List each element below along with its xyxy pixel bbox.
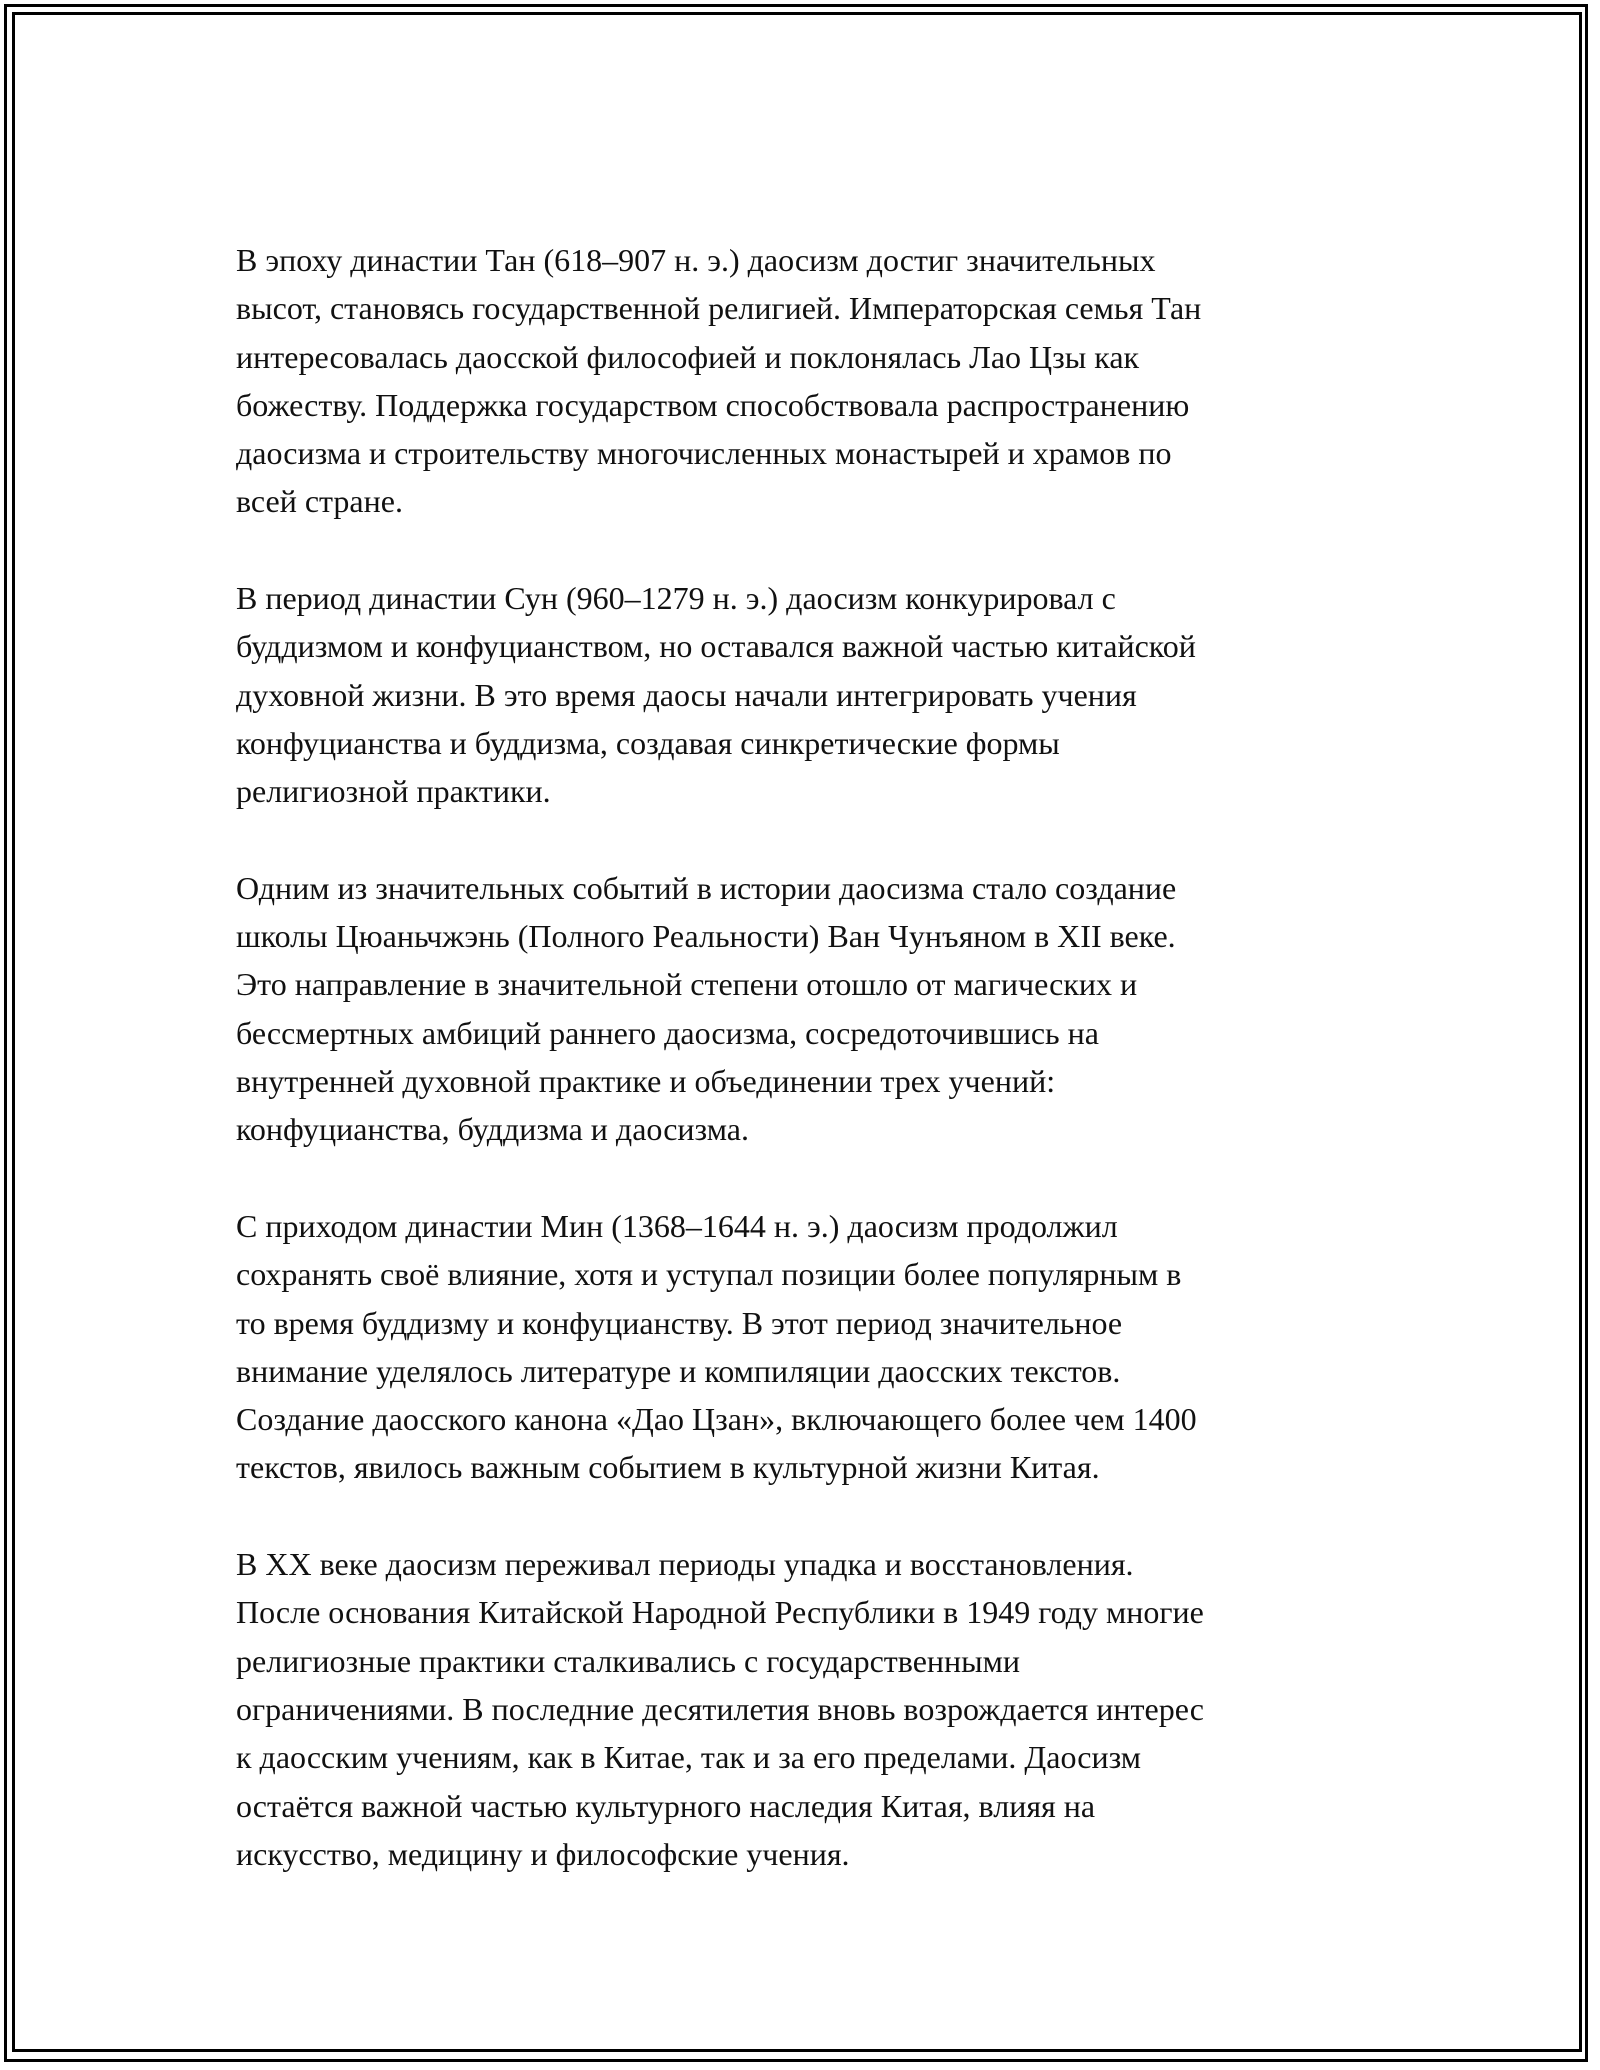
text-line: В эпоху династии Тан (618–907 н. э.) даосизм достиг значительных (236, 242, 1156, 278)
text-line: остаётся важной частью культурного наследия Китая, влияя на (236, 1787, 1096, 1824)
paragraph (236, 236, 1366, 526)
text-line: высот, становясь государственной религией. Императорская семья Тан (236, 290, 1202, 327)
text-line: Одним из значительных событий в истории даосизма стало создание (236, 869, 1177, 906)
text-line: религиозные практики сталкивались с государственными (236, 1642, 1021, 1679)
text-line: С приходом династии Мин (1368–1644 н. э.) даосизм продолжил (236, 1207, 1118, 1244)
text-line: даосизма и строительству многочисленных монастырей и храмов по (236, 435, 1172, 472)
text-line: божеству. Поддержка государством способствовала распространению (236, 386, 1190, 423)
text-line: бессмертных амбиций раннего даосизма, сосредоточившись на (236, 1014, 1099, 1051)
text-line: религиозной практики. (236, 773, 551, 810)
paragraph (236, 864, 1366, 1154)
text-line: текстов, явилось важным событием в культурной жизни Китая. (236, 1449, 1100, 1486)
text-line: к даосским учениям, как в Китае, так и за его пределами. Даосизм (236, 1739, 1141, 1776)
text-line: В XX веке даосизм переживал периоды упадка и восстановления. (236, 1546, 1134, 1583)
text-line: Создание даосского канона «Дао Цзан», включающего более чем 1400 (236, 1401, 1197, 1438)
text-line: внимание уделялось литературе и компиляции даосских текстов. (236, 1352, 1121, 1389)
text-line: В период династии Сун (960–1279 н. э.) даосизм конкурировал с (236, 580, 1116, 617)
document-body (236, 236, 1366, 1878)
text-line: Это направление в значительной степени отошло от магических и (236, 966, 1138, 1003)
paragraph (236, 1202, 1366, 1492)
text-line: духовной жизни. В это время даосы начали интегрировать учения (236, 676, 1137, 713)
text-line: После основания Китайской Народной Республики в 1949 году многие (236, 1594, 1204, 1631)
text-line: внутренней духовной практике и объединении трех учений: (236, 1063, 1056, 1100)
paragraph (236, 1540, 1366, 1878)
text-line: сохранять своё влияние, хотя и уступал позиции более популярным в (236, 1256, 1182, 1293)
text-line: искусство, медицину и философские учения. (236, 1835, 850, 1872)
text-line: ограничениями. В последние десятилетия вновь возрождается интерес (236, 1690, 1204, 1727)
text-line: конфуцианства, буддизма и даосизма. (236, 1111, 749, 1148)
text-line: школы Цюаньчжэнь (Полного Реальности) Ван Чунъяном в XII веке. (236, 918, 1176, 955)
text-line: интересовалась даосской философией и поклонялась Лао Цзы как (236, 338, 1140, 375)
text-line: конфуцианства и буддизма, создавая синкретические формы (236, 724, 1060, 761)
text-line: всей стране. (236, 483, 403, 520)
text-line: то время буддизму и конфуцианству. В этот период значительное (236, 1304, 1123, 1341)
text-line: буддизмом и конфуцианством, но оставался важной частью китайской (236, 628, 1196, 665)
paragraph (236, 574, 1366, 815)
